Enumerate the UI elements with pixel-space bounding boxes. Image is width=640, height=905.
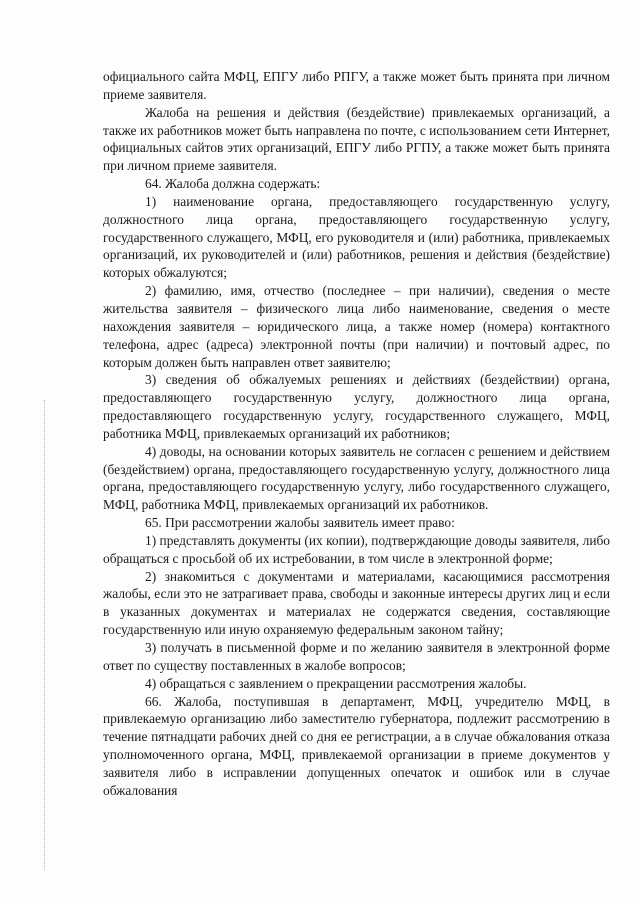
paragraph-64-item-4: 4) доводы, на основании которых заявитель не согласен с решением и действием (бездействием) органа, предоставляющего государственную услугу, должностного лица органа, предоставляющего государственную услугу, либо государственного служащего, МФЦ, работника МФЦ, привлекаемых организаций их работников.	[103, 443, 610, 513]
paragraph-64-item-2: 2) фамилию, имя, отчество (последнее – при наличии), сведения о месте жительства заявителя – физического лица либо наименование, сведения о месте нахождения заявителя – юридического лица, а также номер (номера) контактного телефона, адрес (адреса) электронной почты (при наличии) и почтовый адрес, по которым должен быть направлен ответ заявителю;	[103, 283, 610, 370]
paragraph-64-item-1: 1) наименование органа, предоставляющего государственную услугу, должностного лица органа, предоставляющего государственную услугу, государственного служащего, МФЦ, его руководителя и (или) работника, привлекаемых организаций, их руководителей и (или) работников, решения и действия (бездействие) которых обжалуются;	[103, 193, 610, 281]
paragraph-continuation: официального сайта МФЦ, ЕПГУ либо РПГУ, а также может быть принята при личном приеме заявителя.	[103, 69, 610, 102]
paragraph-65-item-3: 3) получать в письменной форме и по желанию заявителя в электронной форме ответ по существу поставленных в жалобе вопросов;	[103, 640, 610, 673]
scan-edge-mark	[44, 400, 45, 870]
paragraph-64-item-3: 3) сведения об обжалуемых решениях и действиях (бездействии) органа, предоставляющего государственную услугу, должностного лица органа, предоставляющего государственную услугу, государственного служащего, МФЦ, работника МФЦ, привлекаемых организаций их работников;	[103, 372, 610, 441]
paragraph-65-item-4: 4) обращаться с заявлением о прекращении рассмотрения жалобы.	[145, 675, 527, 691]
paragraph-65-heading: 65. При рассмотрении жалобы заявитель имеет право:	[145, 515, 455, 531]
paragraph-complaint-organizations: Жалоба на решения и действия (бездействие) привлекаемых организаций, а также их работников может быть направлена по почте, с использованием сети Интернет, официальных сайтов этих организаций, ЕПГУ либо РГПУ, а также может быть принята при личном приеме заявителя.	[103, 104, 610, 174]
document-body	[103, 68, 610, 800]
paragraph-65-item-1: 1) представлять документы (их копии), подтверждающие доводы заявителя, либо обращаться с просьбой об их истребовании, в том числе в электронной форме;	[103, 532, 610, 566]
paragraph-65-item-2: 2) знакомиться с документами и материалами, касающимися рассмотрения жалобы, если это не затрагивает права, свободы и законные интересы других лиц и если в указанных документах и материалах не содержатся сведения, составляющие государственную или иную охраняемую федеральным законом тайну;	[103, 568, 610, 638]
paragraph-66: 66. Жалоба, поступившая в департамент, МФЦ, учредителю МФЦ, в привлекаемую организацию либо заместителю губернатора, подлежит рассмотрению в течение пятнадцати рабочих дней со дня ее регистрации, а в случае обжалования отказа уполномоченного органа, МФЦ, привлекаемой организации в приеме документов у заявителя либо в исправлении допущенных опечаток и ошибок или в случае обжалования	[103, 693, 610, 798]
paragraph-64-heading: 64. Жалоба должна содержать:	[145, 176, 321, 192]
